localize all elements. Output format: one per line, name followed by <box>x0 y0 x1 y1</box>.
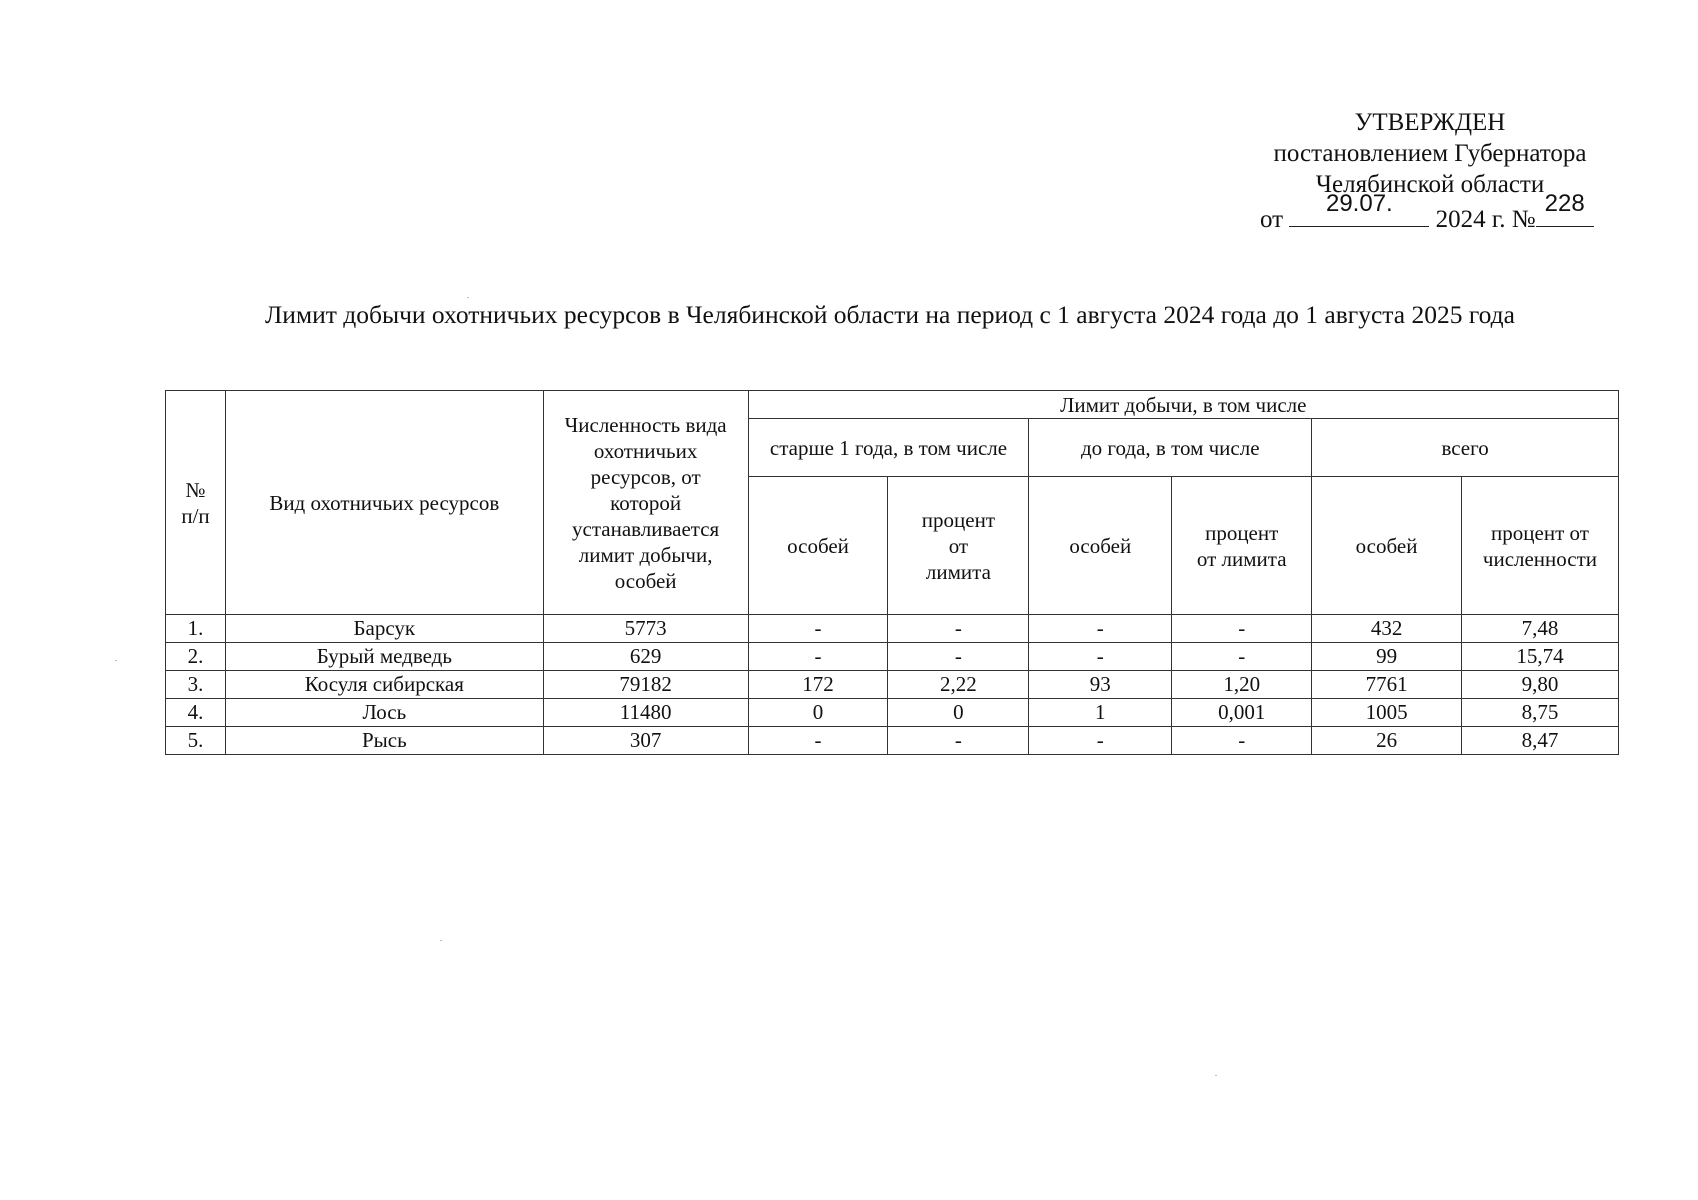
row-total-pct: 8,47 <box>1461 727 1618 755</box>
number-value: 228 <box>1544 190 1585 217</box>
header-population: Численность вида охотничьих ресурсов, от которой устанавливается лимит добычи, особей <box>543 391 748 615</box>
row-population: 11480 <box>543 699 748 727</box>
row-young-individuals: 93 <box>1029 671 1172 699</box>
row-num: 3. <box>166 671 226 699</box>
scan-speck <box>115 660 117 661</box>
row-older-pct: - <box>888 643 1029 671</box>
row-older-pct: - <box>888 727 1029 755</box>
header-young-individuals: особей <box>1029 477 1172 615</box>
row-older-pct: 2,22 <box>888 671 1029 699</box>
approval-date-line <box>1240 190 1620 235</box>
header-older: старше 1 года, в том числе <box>748 419 1029 477</box>
table-row <box>166 671 1619 699</box>
year-text: 2024 г. № <box>1435 206 1536 233</box>
row-young-individuals: - <box>1029 727 1172 755</box>
date-prefix: от <box>1260 206 1284 233</box>
row-total-individuals: 1005 <box>1312 699 1462 727</box>
row-species: Лось <box>225 699 543 727</box>
row-young-pct: - <box>1172 727 1312 755</box>
date-value: 29.07. <box>1325 190 1393 217</box>
row-total-individuals: 432 <box>1312 615 1462 643</box>
row-population: 5773 <box>543 615 748 643</box>
row-total-individuals: 7761 <box>1312 671 1462 699</box>
row-num: 5. <box>166 727 226 755</box>
row-species: Барсук <box>225 615 543 643</box>
row-total-individuals: 99 <box>1312 643 1462 671</box>
document-title: Лимит добычи охотничьих ресурсов в Челябинской области на период с 1 августа 2024 года до 1 августа 2025 года <box>265 300 1515 329</box>
header-limit-group: Лимит добычи, в том числе <box>748 391 1618 419</box>
row-young-pct: 1,20 <box>1172 671 1312 699</box>
row-total-pct: 7,48 <box>1461 615 1618 643</box>
header-total: всего <box>1312 419 1619 477</box>
row-total-pct: 15,74 <box>1461 643 1618 671</box>
row-num: 2. <box>166 643 226 671</box>
row-young-pct: - <box>1172 615 1312 643</box>
scan-speck <box>1215 1075 1217 1076</box>
number-field <box>1536 190 1594 227</box>
row-total-pct: 8,75 <box>1461 699 1618 727</box>
row-older-individuals: 0 <box>748 699 888 727</box>
row-young-individuals: 1 <box>1029 699 1172 727</box>
header-older-pct-limit: процент от лимита <box>888 477 1029 615</box>
row-species: Бурый медведь <box>225 643 543 671</box>
row-num: 1. <box>166 615 226 643</box>
header-young-pct-limit: процент от лимита <box>1172 477 1312 615</box>
row-population: 79182 <box>543 671 748 699</box>
approval-status: УТВЕРЖДЕН <box>1354 109 1506 136</box>
row-num: 4. <box>166 699 226 727</box>
row-older-individuals: - <box>748 615 888 643</box>
row-older-individuals: 172 <box>748 671 888 699</box>
table-row <box>166 643 1619 671</box>
row-young-individuals: - <box>1029 615 1172 643</box>
header-species: Вид охотничьих ресурсов <box>225 391 543 615</box>
approval-authority: постановлением Губернатора <box>1273 140 1587 167</box>
row-young-pct: 0,001 <box>1172 699 1312 727</box>
row-young-individuals: - <box>1029 643 1172 671</box>
approval-region: Челябинской области <box>1315 171 1545 198</box>
row-older-pct: 0 <box>888 699 1029 727</box>
header-total-pct-population: процент от численности <box>1461 477 1618 615</box>
limits-table <box>165 390 1619 755</box>
row-population: 307 <box>543 727 748 755</box>
header-younger: до года, в том числе <box>1029 419 1312 477</box>
row-older-individuals: - <box>748 643 888 671</box>
scan-speck <box>467 297 469 298</box>
header-total-individuals: особей <box>1312 477 1462 615</box>
header-older-individuals: особей <box>748 477 888 615</box>
row-older-individuals: - <box>748 727 888 755</box>
table-row <box>166 727 1619 755</box>
row-population: 629 <box>543 643 748 671</box>
row-species: Рысь <box>225 727 543 755</box>
header-num: № п/п <box>166 391 226 615</box>
date-field <box>1289 190 1429 227</box>
row-species: Косуля сибирская <box>225 671 543 699</box>
row-total-pct: 9,80 <box>1461 671 1618 699</box>
scan-speck <box>440 940 442 941</box>
row-young-pct: - <box>1172 643 1312 671</box>
row-total-individuals: 26 <box>1312 727 1462 755</box>
table-row <box>166 615 1619 643</box>
table-row <box>166 699 1619 727</box>
approval-stamp <box>1240 107 1620 235</box>
row-older-pct: - <box>888 615 1029 643</box>
